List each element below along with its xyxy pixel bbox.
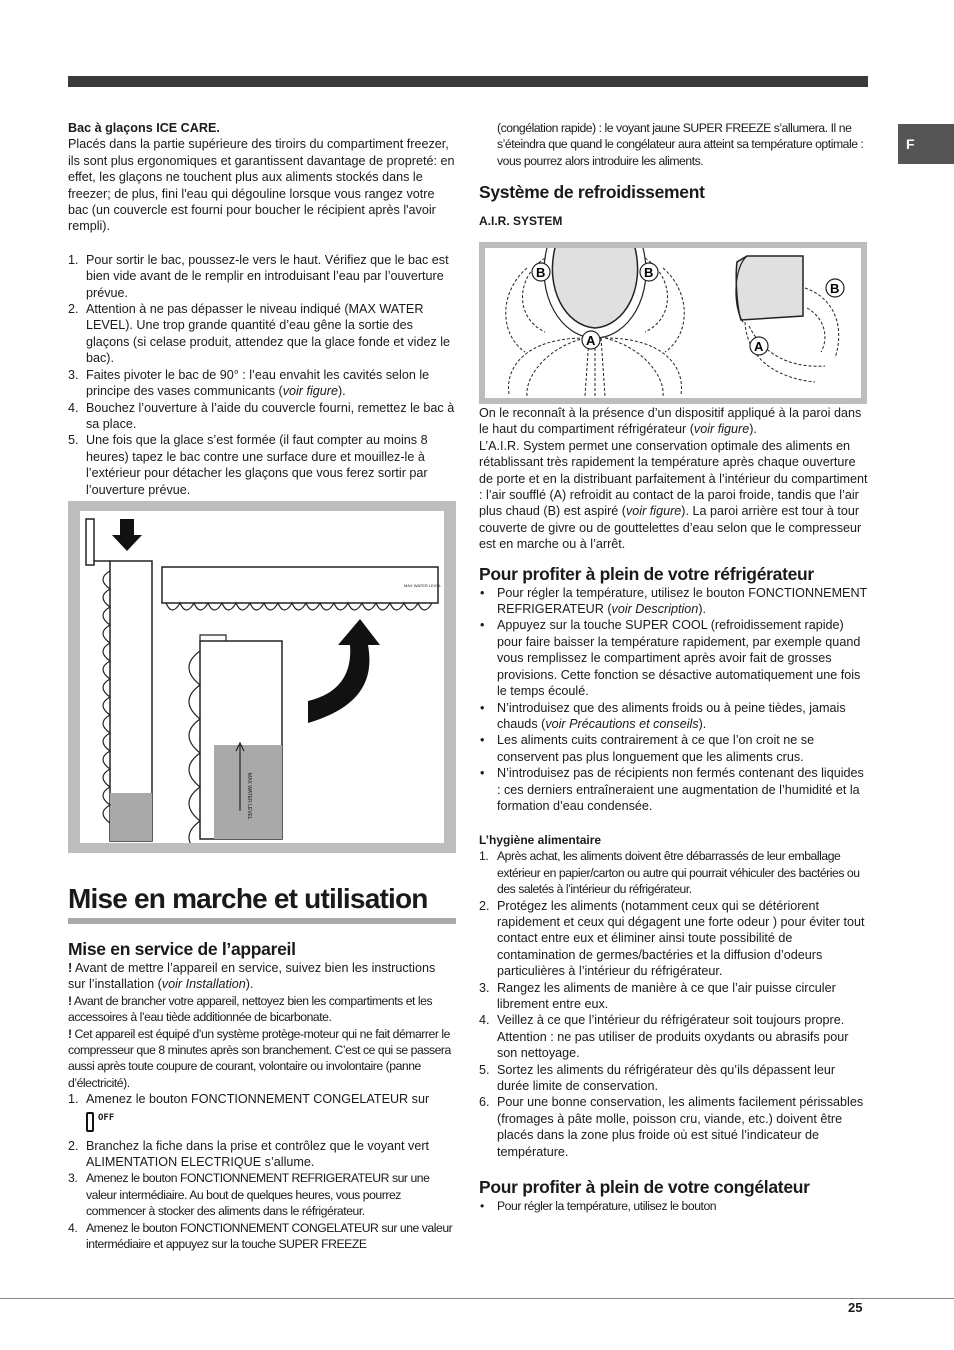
hygiene-title: L’hygiène alimentaire xyxy=(479,833,602,848)
list-item: 5. Sortez les aliments du réfrigérateur dès qu’ils dépassent leur durée limite de conservation. xyxy=(479,1062,836,1094)
freezer-bullets xyxy=(479,1198,869,1214)
knob-icon xyxy=(86,1112,94,1132)
freezer-title: Pour profiter à plein de votre congélateur xyxy=(479,1177,810,1198)
list-item: • Pour régler la température, utilisez le bouton xyxy=(480,1199,717,1214)
list-item: • N’introduisez que des aliments froids ou à peine tièdes, jamais chauds (voir Précautions et conseils). xyxy=(480,700,846,731)
header-bar xyxy=(68,76,868,87)
list-item: 3. Amenez le bouton FONCTIONNEMENT REFRIGERATEUR sur une valeur intermédiaire. Au bout de quelques heures, vous pourrez commencer à stocker des aliments dans le réfrigérateur. xyxy=(68,1171,430,1219)
ice-tray-intro: Placés dans la partie supérieure des tiroirs du compartiment freezer, ils sont plus ergonomiques et garantissent davantage de propreté: en effet, les glaçons ne touchent plus aux aliments stockés dans le freezer; de plus, fini l'eau qui dégouline lorsque vous rangez votre bac (un couvercle est fourni pour boucher le récipient après l'avoir rempli). xyxy=(68,137,455,234)
footer-rule xyxy=(0,1298,954,1299)
fridge-title: Pour profiter à plein de votre réfrigérateur xyxy=(479,563,814,584)
left-column xyxy=(68,120,456,498)
hygiene-steps xyxy=(479,848,869,1160)
list-item: 2. Branchez la fiche dans la prise et contrôlez que le voyant vert ALIMENTATION ELECTRIQUE s’allume. xyxy=(68,1138,430,1170)
list-item: • Les aliments cuits contrairement à ce que l’on croit ne se conservent pas plus longuement que les aliments crus. xyxy=(480,733,815,764)
warning-2: ! Avant de brancher votre appareil, nettoyez bien les compartiments et les accessoires à l’eau tiède additionnée de bicarbonate. xyxy=(68,993,433,1025)
list-item: 4. Veillez à ce que l’intérieur du réfrigérateur soit toujours propre. Attention : ne pas utiliser de produits oxydants ou abrasifs pour son nettoyage. xyxy=(479,1013,849,1061)
service-steps xyxy=(68,1091,456,1252)
cooling-title: Système de refroidissement xyxy=(479,182,705,203)
label-b-left: B xyxy=(536,265,546,280)
list-item: • N’introduisez pas de récipients non fermés contenant des liquides : ces derniers entraîneraient une augmentation de l’humidité et la formation d’eau condensée. xyxy=(480,766,864,813)
label-a-side: A xyxy=(754,339,764,354)
ice-steps xyxy=(68,252,456,498)
list-item: 5. Une fois que la glace s’est formée (il faut compter au moins 8 heures) tapez le bac contre une surface dure et mouillez-le à l’extérieur pour détacher les glaçons que vous ferez sortir par l’ouverture prévue. xyxy=(68,433,428,497)
warning-3: ! Cet appareil est équipé d’un système protège-moteur qui ne fait démarrer le compresseur que 8 minutes après son branchement. C’est ce qui se passera aussi après toute coupure de courant, volontaire ou involontaire (panne d’électricité). xyxy=(68,1026,451,1090)
fridge-bullets xyxy=(479,585,869,815)
list-item: 6. Pour une bonne conservation, les aliments facilement périssables (fromages à pâte molle, poisson cru, viande, etc.) doivent être placés dans la zone plus froide où est situé l’indicateur de température. xyxy=(479,1095,864,1159)
air-system-illustration xyxy=(485,248,861,398)
max-level-label-side: MAX WATER LEVEL xyxy=(246,773,252,820)
air-paragraph-2: L’A.I.R. System permet une conservation optimale des aliments en rétablissant très rapidement la température après chaque ouverture de porte et en la distribuant parfaitement à l’intérieur du compartiment : l’air soufflé (A) refroidit au contact de la paroi froide, tandis que l’air plus chaud (B) est aspiré (voir figure). La paroi arrière est tour à tour couverte de givre ou de gouttelettes d’eau selon que le compresseur est en marche ou à l’arrêt. xyxy=(479,438,868,552)
start-section xyxy=(68,882,456,1253)
right-column xyxy=(479,120,869,229)
list-item: 2. Protégez les aliments (notamment ceux qui se détériorent rapidement et ceux qui dégagent une forte odeur ) pour éviter tout contact entre eux et éliminer ainsi toute possibilité de contamination de germes/bactéries et la diffusion d’odeurs particulières à l’intérieur du réfrigérateur. xyxy=(479,898,865,979)
list-item: • Appuyez sur la touche SUPER COOL (refroidissement rapide) pour faire baisser la température rapidement, par exemple quand vous remplissez le compartiment après avoir fait de grosses provisions. Cette fonction se désactive automatiquement une fois le temps écoulé. xyxy=(480,618,861,699)
language-tab: F xyxy=(898,124,954,164)
super-freeze-continued: (congélation rapide) : le voyant jaune SUPER FREEZE s’allumera. Il ne s’éteindra que quand le congélateur aura atteint sa température optimale : vous pourrez alors introduire les aliments. xyxy=(497,121,864,168)
list-item: 4. Amenez le bouton FONCTIONNEMENT CONGELATEUR sur une valeur intermédiaire et appuyez sur la touche SUPER FREEZE xyxy=(68,1220,453,1252)
label-b-side: B xyxy=(830,281,840,296)
list-item: 4. Bouchez l’ouverture à l’aide du couvercle fourni, remettez le bac à sa place. xyxy=(68,400,455,431)
service-title: Mise en service de l’appareil xyxy=(68,939,296,959)
air-system-figure xyxy=(479,242,867,404)
ice-tray-title: Bac à glaçons ICE CARE. xyxy=(68,121,220,135)
max-level-label-top: MAX WATER LEVEL xyxy=(404,583,442,588)
list-item: • Pour régler la température, utilisez le bouton FONCTIONNEMENT REFRIGERATEUR (voir Description). xyxy=(480,585,868,617)
label-b-right: B xyxy=(644,265,654,280)
list-item: 3. Faites pivoter le bac de 90° : l’eau envahit les cavités selon le principe des vases communicants (voir figure). xyxy=(68,367,430,399)
list-item: 3. Rangez les aliments de manière à ce que l’air puisse circuler librement entre eux. xyxy=(479,980,836,1011)
right-column-lower xyxy=(479,405,869,1214)
page-number: 25 xyxy=(848,1300,863,1315)
section-rule xyxy=(68,918,456,924)
list-item: 1. Après achat, les aliments doivent être débarrassés de leur emballage extérieur en papier/carton ou autre qui pourrait véhiculer des bactéries ou des saletés à l’intérieur du réfrigérateur. xyxy=(479,849,860,897)
list-item: 2. Attention à ne pas dépasser le niveau indiqué (MAX WATER LEVEL). Une trop grande quantité d’eau gêne la sortie des glaçons (si celase produit, attendez que la glace fonde et videz le bac). xyxy=(68,302,451,366)
ice-tray-figure xyxy=(68,501,456,853)
ice-tray-illustration xyxy=(80,511,444,843)
section-title: Mise en marche et utilisation xyxy=(68,883,428,914)
warning-1: ! Avant de mettre l’appareil en service, suivez bien les instructions sur l’installation (voir Installation). xyxy=(68,961,436,992)
air-system-title: A.I.R. SYSTEM xyxy=(479,214,563,229)
list-item: 1. Amenez le bouton FONCTIONNEMENT CONGELATEUR sur OFF xyxy=(68,1091,456,1137)
air-paragraph-1: On le reconnaît à la présence d’un dispositif appliqué à la paroi dans le haut du compartiment réfrigérateur (voir figure). xyxy=(479,406,862,437)
list-item: 1. Pour sortir le bac, poussez-le vers le haut. Vérifiez que le bac est bien vide avant de le remplir en introduisant l’eau par l’ouverture prévue. xyxy=(68,252,449,300)
off-symbol: OFF xyxy=(86,1108,456,1138)
label-a-left: A xyxy=(586,333,596,348)
